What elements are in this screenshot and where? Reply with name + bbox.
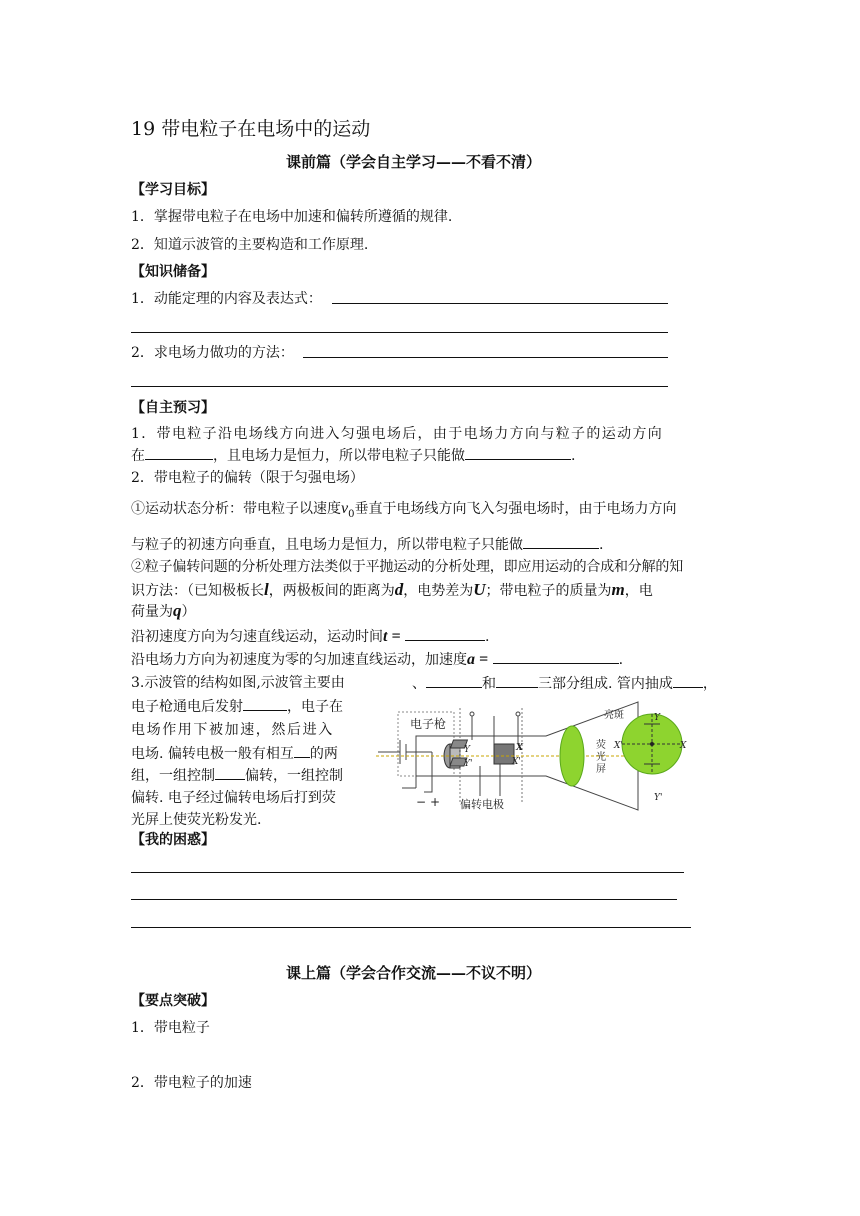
preview-item-6 [131, 649, 623, 670]
answer-blank[interactable] [243, 696, 287, 711]
velocity-symbol: v [341, 500, 349, 517]
gun-wires [402, 768, 416, 788]
tube-screen [560, 726, 584, 786]
text-segment: . [485, 629, 490, 645]
text-segment: 电子枪通电后发射 [131, 699, 243, 715]
knowledge-item-1: 1．动能定理的内容及表达式： [131, 291, 322, 307]
text-segment: 和 [482, 676, 496, 692]
text-segment: 3.示波管的结构如图,示波管主要由 [131, 675, 345, 691]
preview-item-7-line3: 电场作用下被加速，然后进入 [131, 722, 334, 738]
preview-item-7-line2 [131, 696, 343, 717]
x-plate [494, 744, 514, 764]
text-segment: ，两极板间的距离为 [268, 583, 395, 599]
in-class-heading: 课上篇（学会合作交流——不议不明） [286, 964, 542, 982]
preview-item-1: 1．带电粒子沿电场线方向进入匀强电场后，由于电场力方向与粒子的运动方向 [131, 426, 664, 442]
text-segment: 与粒子的初速方向垂直，且电场力是恒力，所以带电粒子只能做 [131, 537, 523, 553]
text-segment: 识方法：（已知极板长 [131, 583, 264, 599]
preview-item-1-cont [131, 445, 575, 466]
terminal [516, 712, 520, 716]
screen-label: 光 [596, 752, 606, 763]
var-U: U [473, 580, 486, 599]
goal-item-2: 2．知道示波管的主要构造和工作原理. [131, 237, 369, 253]
text-segment: 垂直于电场线方向飞入匀强电场时，由于电场力方向 [354, 501, 677, 517]
Y-label: Y [464, 745, 470, 755]
plate-label: 偏转电极 [460, 798, 504, 811]
text-segment: 、 [412, 676, 426, 692]
preview-item-3 [131, 499, 676, 525]
screen-label: 屏 [596, 764, 606, 775]
X-label: X [680, 741, 687, 751]
var-m: m [611, 580, 625, 599]
var-l: l [264, 580, 269, 599]
point-item-1: 1．带电粒子 [131, 1020, 210, 1036]
text-segment: ，电子在 [287, 699, 343, 715]
answer-blank[interactable] [673, 673, 703, 688]
spot-label: 亮斑 [604, 710, 624, 721]
text-segment: 电场. 偏转电极一般有相互 [131, 746, 294, 762]
answer-line[interactable] [131, 872, 684, 873]
answer-blank[interactable] [294, 743, 310, 758]
text-segment: ；带电粒子的质量为 [485, 583, 612, 599]
var-a: a = [467, 651, 489, 668]
Yp-label: Y' [654, 793, 663, 803]
text-segment: 沿初速度方向为匀速直线运动，运动时间 [131, 629, 383, 645]
answer-line[interactable] [303, 357, 668, 358]
preview-heading: 【自主预习】 [131, 400, 215, 416]
answer-blank[interactable] [493, 649, 619, 664]
subscript: 0 [348, 508, 355, 520]
text-segment: 偏转，一组控制 [245, 768, 343, 784]
preview-item-7-right [412, 673, 717, 694]
text-segment: ①运动状态分析：带电粒子以速度 [131, 501, 341, 517]
answer-line[interactable] [131, 332, 668, 333]
answer-blank[interactable] [465, 445, 571, 460]
answer-blank[interactable] [523, 534, 599, 549]
preview-item-4-cont2 [131, 601, 196, 622]
text-segment: . [599, 537, 604, 553]
text-segment: . [618, 652, 624, 668]
text-segment: ，电 [624, 583, 653, 599]
knowledge-item-2: 2．求电场力做功的方法： [131, 345, 294, 361]
gun-wires [378, 740, 432, 792]
minus-sign: − [416, 795, 427, 809]
goals-heading: 【学习目标】 [131, 182, 215, 198]
var-d: d [394, 580, 404, 599]
X-label: X [516, 743, 523, 753]
page-title: 19 带电粒子在电场中的运动 [131, 118, 371, 140]
Y-label: Y [654, 713, 660, 723]
Yp-label: Y' [464, 759, 473, 769]
preview-item-3-cont [131, 534, 603, 555]
text-segment: 荷量为 [131, 604, 173, 620]
plus-sign: + [430, 795, 441, 809]
goal-item-1: 1．掌握带电粒子在电场中加速和偏转所遵循的规律. [131, 209, 453, 225]
text-segment: ，电势差为 [403, 583, 474, 599]
confusion-heading: 【我的困惑】 [131, 832, 215, 848]
text-segment: 组，一组控制 [131, 768, 215, 784]
text-segment: 三部分组成. 管内抽成 [538, 676, 673, 692]
answer-line[interactable] [131, 899, 677, 900]
pre-class-heading: 课前篇（学会自主学习——不看不清） [286, 153, 542, 171]
preview-item-4: ②粒子偏转问题的分析处理方法类似于平抛运动的分析处理，即应用运动的合成和分解的知 [131, 559, 683, 575]
preview-item-4-cont [131, 580, 653, 601]
text-segment: 在 [131, 448, 145, 464]
text-segment: 的两 [309, 746, 338, 762]
answer-blank[interactable] [215, 765, 245, 780]
answer-line[interactable] [131, 927, 691, 928]
preview-item-7-line5 [131, 765, 343, 786]
preview-item-5 [131, 626, 489, 647]
preview-item-7-line6: 偏转. 电子经过偏转电场后打到荧 [131, 790, 336, 806]
answer-blank[interactable] [145, 445, 213, 460]
preview-item-7-line4 [131, 743, 338, 764]
text-segment: ， [702, 676, 717, 692]
preview-item-7 [131, 673, 345, 693]
text-segment: ） [181, 604, 196, 620]
text-segment: 沿电场力方向为初速度为零的匀加速直线运动，加速度 [131, 652, 467, 668]
text-segment: . [571, 448, 576, 464]
var-q: q [173, 601, 182, 620]
answer-blank[interactable] [426, 673, 482, 688]
Xp-label: X' [614, 741, 623, 751]
point-item-2: 2．带电粒子的加速 [131, 1075, 252, 1091]
knowledge-heading: 【知识储备】 [131, 264, 215, 280]
Xp-label: X' [512, 757, 521, 767]
preview-item-2: 2．带电粒子的偏转（限于匀强电场） [131, 470, 364, 486]
var-t: t = [383, 628, 401, 645]
bright-spot [650, 742, 654, 746]
text-segment: ，且电场力是恒力，所以带电粒子只能做 [213, 448, 465, 464]
screen-label: 荧 [596, 740, 606, 751]
answer-line[interactable] [131, 386, 668, 387]
gun-label: 电子枪 [410, 717, 447, 731]
points-heading: 【要点突破】 [131, 993, 215, 1009]
preview-item-7-line7: 光屏上使荧光粉发光. [131, 812, 262, 828]
answer-blank[interactable] [496, 673, 538, 688]
terminal [470, 712, 474, 716]
answer-line[interactable] [332, 303, 668, 304]
oscilloscope-tube-diagram [376, 700, 694, 812]
answer-blank[interactable] [405, 626, 485, 641]
